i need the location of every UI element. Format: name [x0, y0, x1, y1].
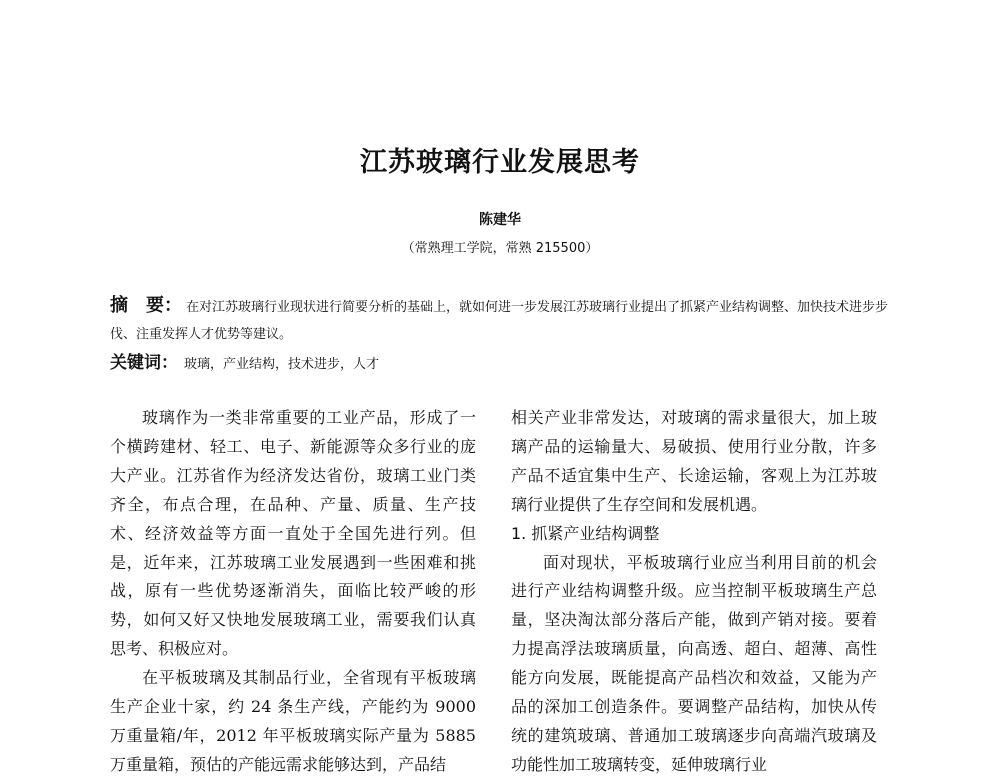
- author-affiliation: （常熟理工学院，常熟 215500）: [401, 241, 599, 256]
- abstract-text: 在对江苏玻璃行业现状进行简要分析的基础上，就如何进一步发展江苏玻璃行业提出了抓紧产业结构调整、加快技术进步步伐、注重发挥人才优势等建议。: [110, 300, 889, 342]
- body-column-left: [110, 404, 476, 780]
- abstract-label: 摘 要：: [110, 295, 182, 316]
- section-heading: 1. 抓紧产业结构调整: [511, 523, 660, 543]
- keywords: [110, 351, 890, 377]
- body-column-right: [511, 404, 877, 780]
- keywords-label: 关键词：: [110, 353, 178, 373]
- author-name: 陈建华: [479, 212, 521, 228]
- article-title: 江苏玻璃行业发展思考: [360, 147, 640, 178]
- paragraph: 面对现状，平板玻璃行业应当利用目前的机会进行产业结构调整升级。应当控制平板玻璃生产总量，坚决淘汰部分落后产能，做到产销对接。要着力提高浮法玻璃质量，向高透、超白、超薄、高性能方向发展，既能提高产品档次和效益，又能为产品的深加工创造条件。要调整产品结构，加快从传统的建筑玻璃、普通加工玻璃逐步向高端汽玻璃及功能性加工玻璃转变，延伸玻璃行业: [511, 552, 877, 774]
- abstract: [110, 292, 890, 348]
- paragraph: 在平板玻璃及其制品行业，全省现有平板玻璃生产企业十家，约 24 条生产线，产能约为 9000 万重量箱/年，2012 年平板玻璃实际产量为 5885 万重量箱，预估的产能远需求能够达到，产品结: [110, 668, 476, 774]
- paragraph: 玻璃作为一类非常重要的工业产品，形成了一个横跨建材、轻工、电子、新能源等众多行业的庞大产业。江苏省作为经济发达省份，玻璃工业门类齐全，布点合理，在品种、产量、质量、生产技术、经济效益等方面一直处于全国先进行列。但是，近年来，江苏玻璃工业发展遇到一些困难和挑战，原有一些优势逐渐消失，面临比较严峻的形势，如何又好又快地发展玻璃工业，需要我们认真思考、积极应对。: [110, 408, 476, 659]
- keywords-text: 玻璃，产业结构，技术进步，人才: [184, 357, 380, 372]
- paragraph: 相关产业非常发达，对玻璃的需求量很大，加上玻璃产品的运输量大、易破损、使用行业分散，许多产品不适宜集中生产、长途运输，客观上为江苏玻璃行业提供了生存空间和发展机遇。: [511, 408, 877, 514]
